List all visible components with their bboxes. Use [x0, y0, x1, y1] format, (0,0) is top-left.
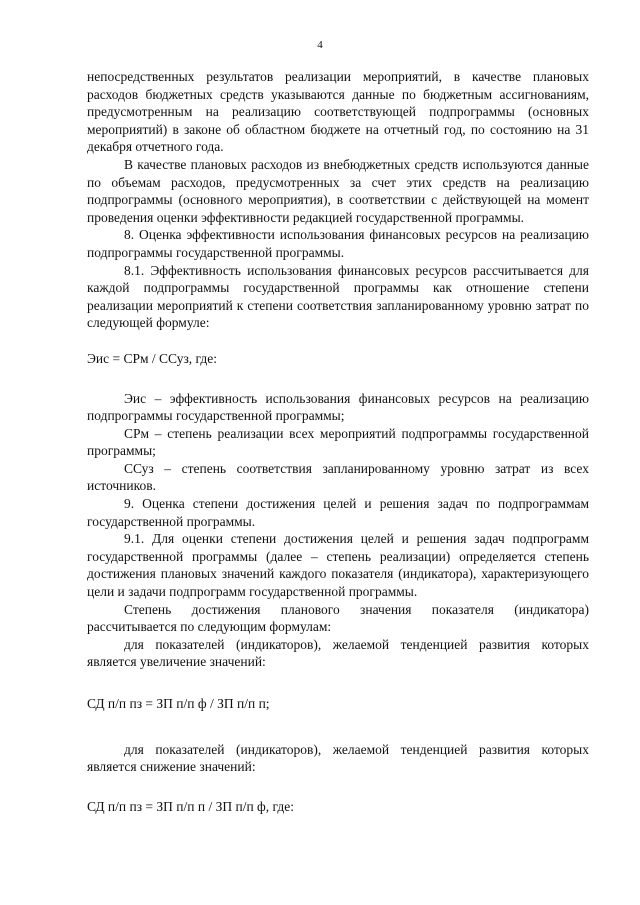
page-number: 4 [317, 39, 323, 51]
formula-efficiency: Эис = СРм / ССуз, где: [87, 350, 218, 366]
paragraph-extrabudgetary: В качестве плановых расходов из внебюджетных средств используются данные по объемам расходов, предусмотренных за счет этих средств на реализацию подпрограммы (основного мероприятия), в соответствии с действующей на момент проведения оценки эффективности редакцией государственной программы. [87, 156, 589, 225]
section-8-heading: 8. Оценка эффективности использования финансовых ресурсов на реализацию подпрограммы государственной программы. [87, 227, 589, 260]
paragraph-decrease-case: для показателей (индикаторов), желаемой тенденцией развития которых является снижение значений: [87, 741, 589, 775]
formula-increase: СД п/п пз = ЗП п/п ф / ЗП п/п п; [87, 696, 270, 711]
clause-8-1: 8.1. Эффективность использования финансовых ресурсов рассчитывается для каждой подпрограммы государственной программы как отношение степени реализации мероприятий к степени соответствия запланированному уровню затрат по следующей формуле: [87, 262, 589, 331]
paragraph-degree-calc: Степень достижения планового значения показателя (индикатора) рассчитывается по следующим формулам: [87, 601, 589, 635]
section-9-heading: 9. Оценка степени достижения целей и решения задач по подпрограммам государственной программы. [87, 496, 589, 529]
definition-srm: СРм – степень реализации всех мероприятий подпрограммы государственной программы; [87, 425, 589, 459]
definition-eis: Эис – эффективность использования финансовых ресурсов на реализацию подпрограммы государственной программы; [87, 390, 589, 424]
paragraph-continuation: непосредственных результатов реализации мероприятий, в качестве плановых расходов бюджетных средств указываются данные по бюджетным ассигнованиям, предусмотренным на реализацию соответствующей подпрограммы (основных мероприятий) в законе об областном бюджете на отчетный год, по состоянию на 31 декабря отчетного года. [87, 69, 589, 155]
document-body [87, 68, 589, 815]
formula-decrease: СД п/п пз = ЗП п/п п / ЗП п/п ф, где: [87, 798, 295, 814]
paragraph-increase-case: для показателей (индикаторов), желаемой тенденцией развития которых является увеличение значений: [87, 636, 589, 670]
clause-9-1: 9.1. Для оценки степени достижения целей и решения задач подпрограмм государственной программы (далее – степень реализации) определяется степень достижения плановых значений каждого показателя (индикатора), характеризующего цели и задачи подпрограмм государственной программы. [87, 531, 589, 600]
definition-ssuz: ССуз – степень соответствия запланированному уровню затрат из всех источников. [87, 460, 589, 494]
